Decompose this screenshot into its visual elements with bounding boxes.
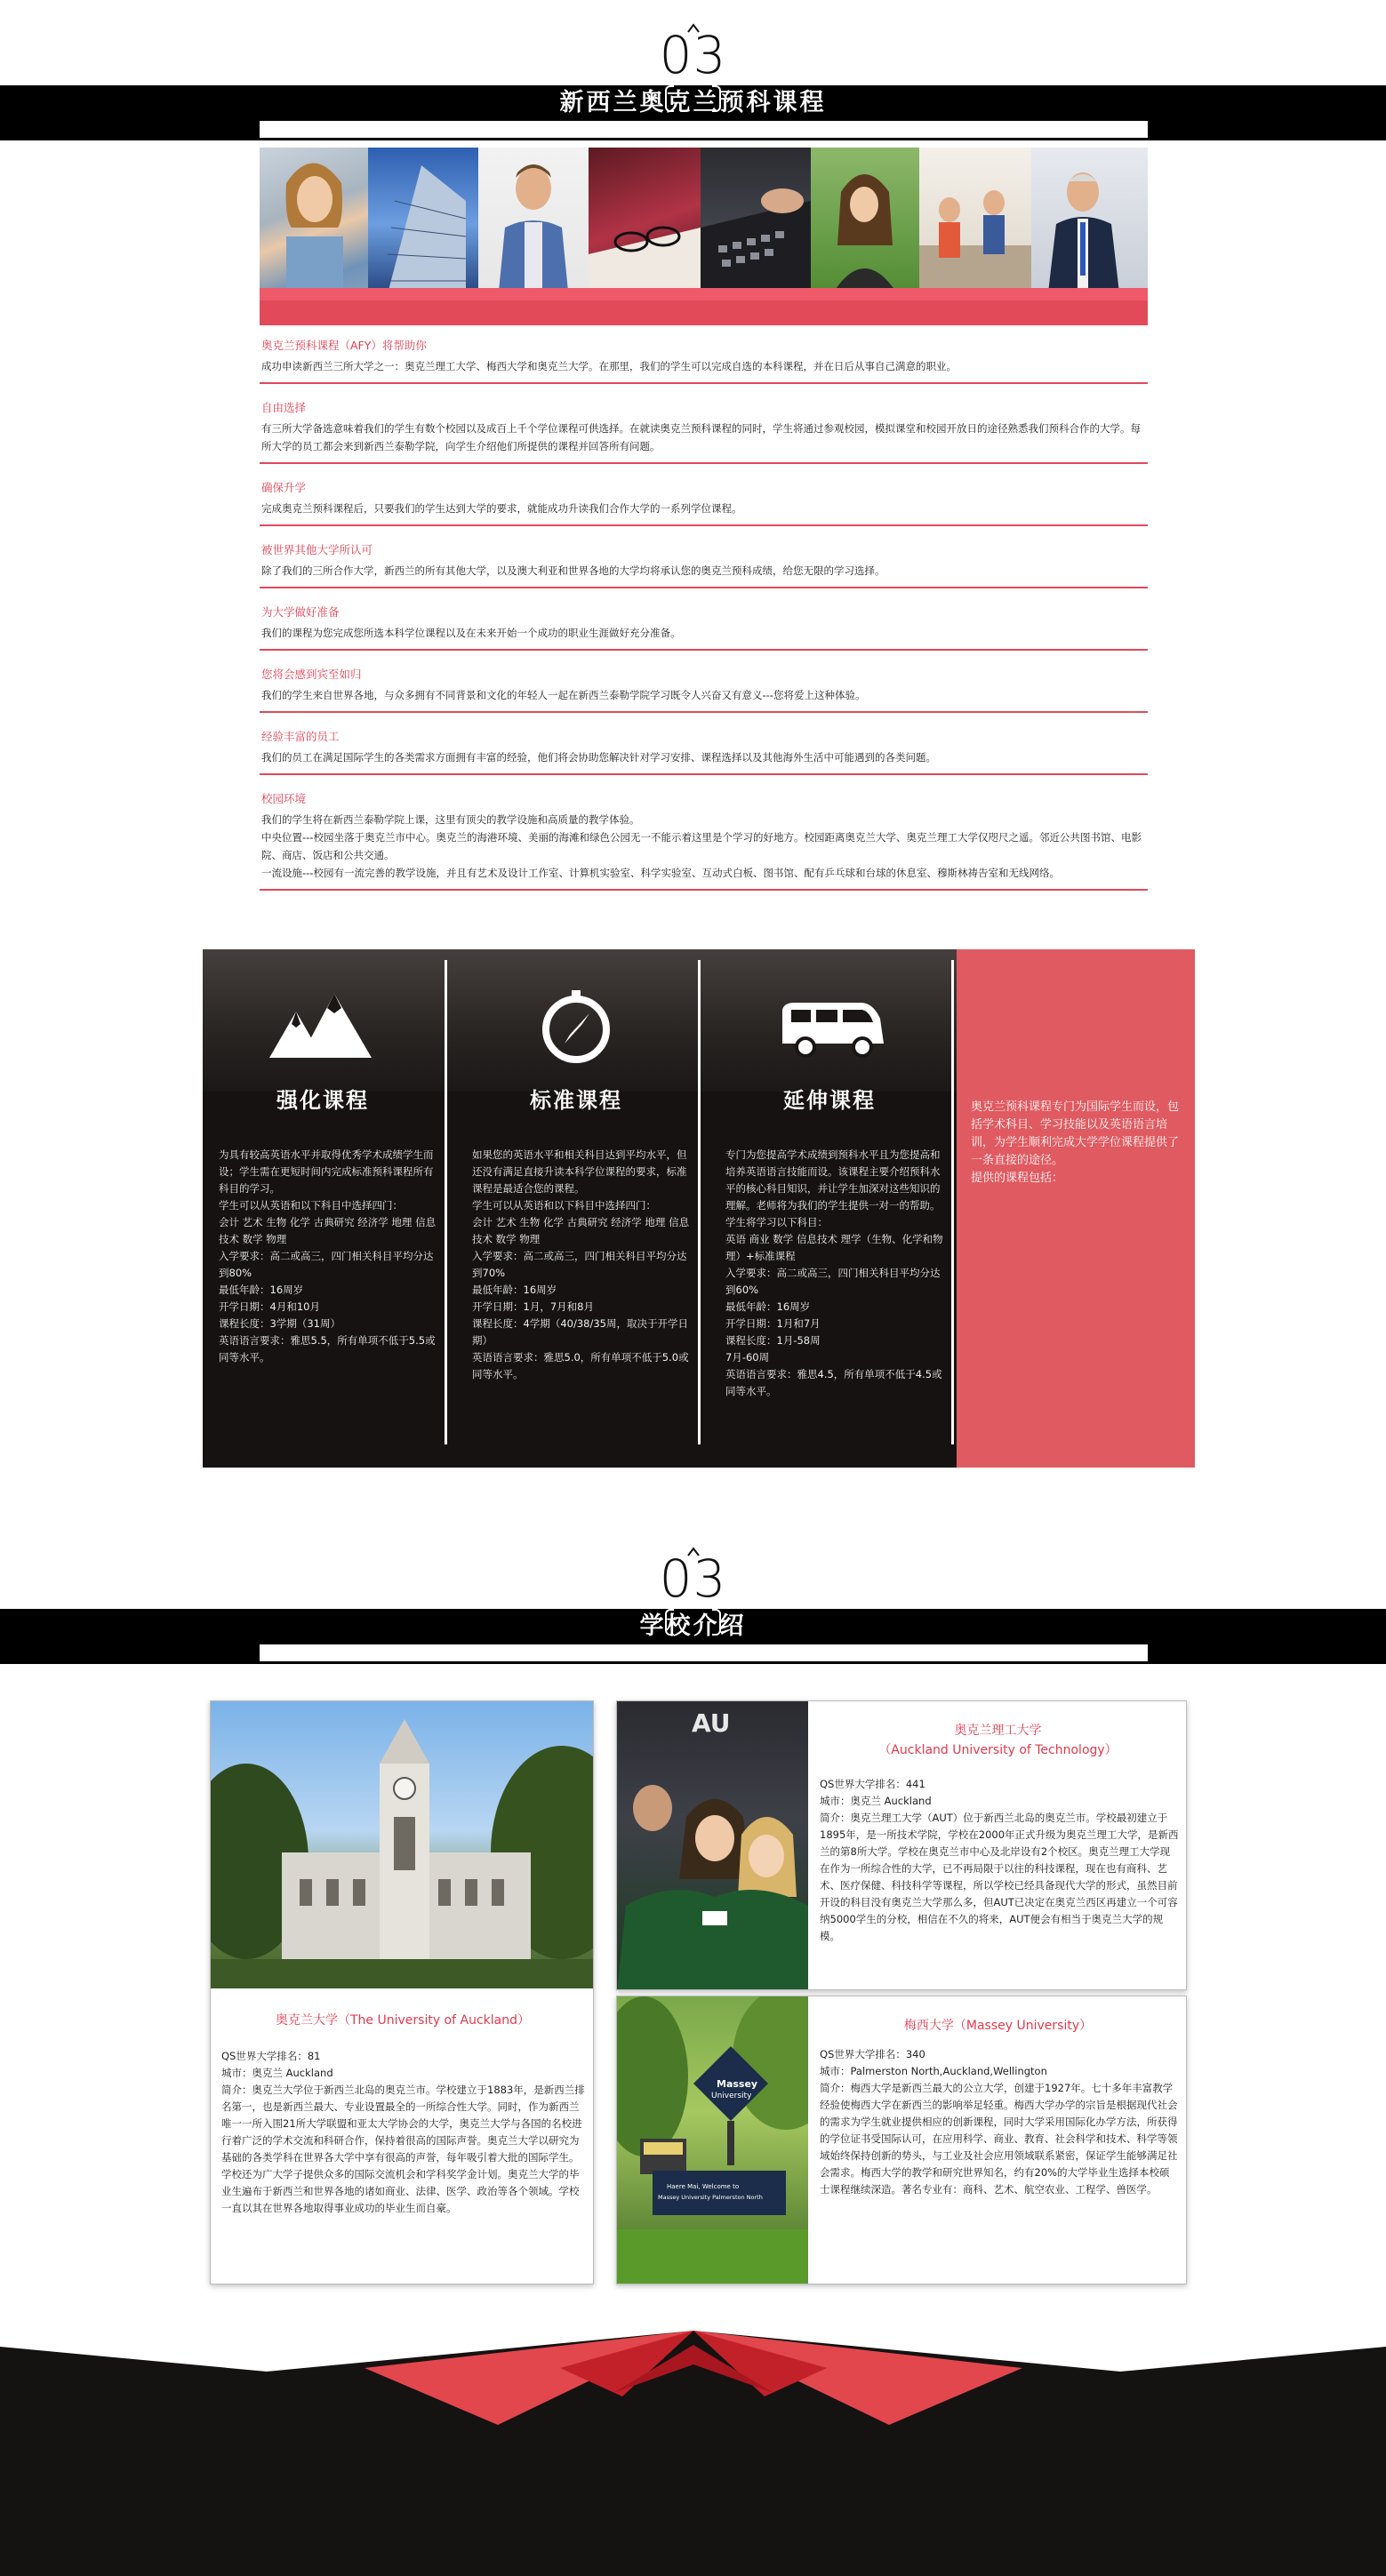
afy-article: [260, 338, 1148, 907]
article-item-text: 我们的员工在满足国际学生的各类需求方面拥有丰富的经验，他们将会协助您解决针对学习安排、课程选择以及其他海外生活中可能遇到的各类问题。: [261, 751, 936, 764]
article-item-title: 被世界其他大学所认可: [261, 543, 373, 556]
article-item: [260, 729, 1148, 775]
van-icon: [709, 985, 949, 1065]
aut-sign-text: AU: [692, 1708, 731, 1738]
article-item-text: 除了我们的三所合作大学，新西兰的所有其他大学，以及澳大利亚和世界各地的大学均将承认您的奥克兰预科成绩，给您无限的学习选择。: [261, 564, 885, 577]
article-item-title: 您将会感到宾至如归: [261, 668, 362, 681]
photo-massey-sign: [617, 1996, 808, 2284]
article-item: [260, 338, 1148, 384]
photo-classroom: [919, 148, 1031, 300]
article-item-title: 为大学做好准备: [261, 605, 340, 619]
school-text: QS世界大学排名：441 城市：奥克兰 Auckland 简介：奥克兰理工大学（AUT）位于新西兰北岛的奥克兰市。学校最初建立于1895年，是一所技术学院，学校在2000年正式升级为奥克兰理工大学，是新西兰的第8所大学。学校在奥克兰市中心及北岸设有2个校区。奥克兰理工大学现在作为一所综合性的大学，已不再局限于以往的科技课程，现在也有商科、艺术、医疗保健、科技科学等课程，所以学校已经具备现代大学的形式，虽然目前开设的科目没有奥克兰大学那么多，但AUT已决定在奥克兰西区再建立一个可容纳5000学生的分校，相信在不久的将来，AUT便会有相当于奥克兰大学的规模。: [820, 1778, 1179, 1942]
compass-icon: [456, 985, 696, 1065]
section-title: 学校介绍: [639, 1612, 747, 1640]
mountain-icon: [203, 985, 443, 1065]
column-divider: [951, 960, 954, 1444]
photo-strip: [260, 148, 1148, 325]
photo-man-smiling: [478, 148, 589, 300]
photo-building: [368, 148, 478, 300]
course-standard: [456, 949, 696, 1468]
article-item: [260, 400, 1148, 464]
article-item-text: 有三所大学备选意味着我们的学生有数个校园以及成百上千个学位课程可供选择。在就读奥克兰预科课程的同时，学生将通过参观校园，模拟课堂和校园开放日的途径熟悉我们预科合作的大学。每所大学的员工都会来到新西兰泰勒学院，向学生介绍他们所提供的课程并回答所有问题。: [261, 422, 1141, 452]
footer-decoration: [0, 2311, 1386, 2576]
article-item: [260, 667, 1148, 713]
school-text: QS世界大学排名：340 城市：Palmerston North,Auckland,Wellington 简介：梅西大学是新西兰最大的公立大学，创建于1927年。七十多年丰富教学经验使梅西大学在新西兰的影响举足轻重。梅西大学办学的宗旨是根据现代社会的需求为学生就业提供相应的创新课程，同时大学采用国际化办学方法，所获得的学位证书受国际认可，在应用科学、商业、教育、社会科学和技术、科学等领域始终保持创新的势头，与工业及社会应用领域联系紧密，保证学生能够满足社会需求。梅西大学的教学和研究世界知名，约有20%的大学毕业生选择本校硕士课程继续深造。著名专业有：商科、艺术、航空农业、工程学、兽医学。: [820, 2048, 1178, 2196]
article-item-title: 奥克兰预科课程（AFY）将帮助你: [261, 339, 427, 352]
courses-summary-box: [957, 949, 1195, 1468]
column-divider: [698, 960, 701, 1444]
course-title: 延伸课程: [783, 1088, 876, 1113]
course-text: 专门为您提高学术成绩到预科水平且为您提高和培养英语语言技能而设。该课程主要介绍预科水平的核心科目知识，并让学生加深对这些知识的理解。老师将为我们的学生提供一对一的帮助。 学生将学习以下科目： 英语 商业 数学 信息技术 理学（生物、化学和物理）+标准课程 入学要求：高二或高三，四门相关科目平均分达到60% 最低年龄：16周岁 开学日期：1月和7月 课程长度：1月-58周 7月-60周 英语语言要求：雅思4.5，所有单项不低于4.5或同等水平。: [725, 1148, 943, 1397]
massey-sign-line4: Massey University Palmerston North: [658, 2194, 763, 2201]
article-item: [260, 604, 1148, 651]
school-card-massey: [616, 1996, 1187, 2284]
photo-teacher: [1031, 148, 1148, 300]
article-item: [260, 480, 1148, 526]
article-item: [260, 542, 1148, 588]
photo-woman-phone: [260, 148, 368, 300]
photo-aut-students: [617, 1701, 808, 1990]
school-card-auckland: [210, 1700, 594, 2284]
massey-sign-line3: Haere Mai, Welcome to: [667, 2183, 740, 2190]
article-item-title: 自由选择: [261, 401, 307, 414]
school-title: 梅西大学（Massey University）: [903, 2019, 1093, 2033]
article-item-text: 完成奥克兰预科课程后，只要我们的学生达到大学的要求，就能成功升读我们合作大学的一系列学位课程。: [261, 502, 742, 515]
section-header-courses: [0, 20, 1386, 162]
article-item-text: 我们的课程为您完成您所选本科学位课程以及在未来开始一个成功的职业生涯做好充分准备。: [261, 627, 681, 639]
course-title: 强化课程: [276, 1088, 369, 1113]
course-text: 如果您的英语水平和相关科目达到平均水平，但还没有满足直接升读本科学位课程的要求，标准课程是最适合您的课程。 学生可以从英语和以下科目中选择四门： 会计 艺术 生物 化学 古典研究 经济学 地理 信息技术 数学 物理 入学要求：高二或高三，四门相关科目平均分达到70% 最低年龄：16周岁 开学日期：1月，7月和8月 课程长度：4学期（40/38/35周，取决于开学日期） 英语语言要求：雅思5.0，所有单项不低于5.0或同等水平。: [472, 1148, 690, 1380]
title-underline: [260, 121, 1148, 138]
section-header-schools: [0, 1543, 1386, 1685]
section-title: 新西兰奥克兰预科课程: [559, 89, 827, 116]
school-text: QS世界大学排名：81 城市：奥克兰 Auckland 简介：奥克兰大学位于新西兰北岛的奥克兰市。学校建立于1883年，是新西兰排名第一，也是新西兰最大、专业设置最全的一所综合性大学。同时，作为新西兰唯一一所入围21所大学联盟和亚太大学协会的大学，奥克兰大学与各国的名校进行着广泛的学术交流和科研合作，保持着很高的国际声誉。奥克兰大学以研究为基础的各类学科在世界各大学中享有很高的声誉，每年吸引着大批的国际学生。学校还为广大学子提供众多的国际交流机会和学科奖学金计划。奥克兰大学的毕业生遍布于新西兰和世界各地的诸如商业、法律、医学、政治等各个领域。学校一直以其在世界各地取得事业成功的毕业生而自豪。: [221, 2050, 585, 2214]
courses-panel: [203, 949, 1195, 1468]
section-number: 03: [659, 25, 727, 85]
article-item-title: 确保升学: [261, 481, 307, 494]
massey-sign-line2: University: [711, 2092, 752, 2100]
course-text: 为具有较高英语水平并取得优秀学术成绩学生而设；学生需在更短时间内完成标准预科课程所有科目的学习。 学生可以从英语和以下科目中选择四门： 会计 艺术 生物 化学 古典研究 经济学 地理 信息技术 数学 物理 入学要求：高二或高三，四门相关科目平均分达到80% 最低年龄：16周岁 开学日期：4月和10月 课程长度：3学期（31周） 英语语言要求：雅思5.5，所有单项不低于5.5或同等水平。: [219, 1148, 437, 1364]
photo-keyboard: [701, 148, 811, 300]
course-extended: [709, 949, 949, 1468]
article-item-title: 经验丰富的员工: [261, 730, 340, 743]
school-card-aut: [616, 1700, 1187, 1990]
photo-girl-grass: [811, 148, 919, 300]
courses-summary-text: 奥克兰预科课程专门为国际学生而设，包括学术科目、学习技能以及英语语言培训，为学生顺利完成大学学位课程提供了一条直接的途径。 提供的课程包括：: [971, 1100, 1180, 1185]
photo-auckland-clock-tower: [211, 1701, 594, 1988]
photo-strip-band-light: [260, 288, 1148, 300]
section-number: 03: [659, 1548, 727, 1609]
article-item-text: 我们的学生将在新西兰泰勒学院上课，这里有顶尖的教学设施和高质量的教学体验。 中央位置---校园坐落于奥克兰市中心。奥克兰的海港环境、美丽的海滩和绿色公园无一不能示着这里是个学习的好地方。校园距离奥克兰大学、奥克兰理工大学仅咫尺之遥。邻近公共图书馆、电影院、商店、饭店和公共交通。 一流设施---校园有一流完善的教学设施，并且有艺术及设计工作室、计算机实验室、科学实验室、互动式白板、图书馆、配有乒乓球和台球的休息室、穆斯林祷告室和无线网络。: [261, 813, 1142, 879]
title-underline: [260, 1644, 1148, 1661]
massey-sign-line1: Massey: [717, 2078, 758, 2090]
course-title: 标准课程: [530, 1088, 622, 1113]
course-intensive: [203, 949, 443, 1468]
article-item: [260, 791, 1148, 891]
photo-glasses-book: [589, 148, 701, 300]
school-title: 奥克兰理工大学: [954, 1724, 1042, 1738]
school-subtitle: （Auckland University of Technology）: [878, 1743, 1118, 1757]
column-divider: [445, 960, 447, 1444]
article-item-title: 校园环境: [261, 792, 307, 805]
photo-strip-band: [260, 300, 1148, 325]
article-item-text: 我们的学生来自世界各地，与众多拥有不同背景和文化的年轻人一起在新西兰泰勒学院学习既令人兴奋又有意义---您将爱上这种体验。: [261, 689, 866, 701]
school-title: 奥克兰大学（The University of Auckland）: [276, 2013, 530, 2028]
article-item-text: 成功申读新西兰三所大学之一：奥克兰理工大学、梅西大学和奥克兰大学。在那里，我们的学生可以完成自选的本科课程，并在日后从事自己满意的职业。: [261, 360, 957, 372]
